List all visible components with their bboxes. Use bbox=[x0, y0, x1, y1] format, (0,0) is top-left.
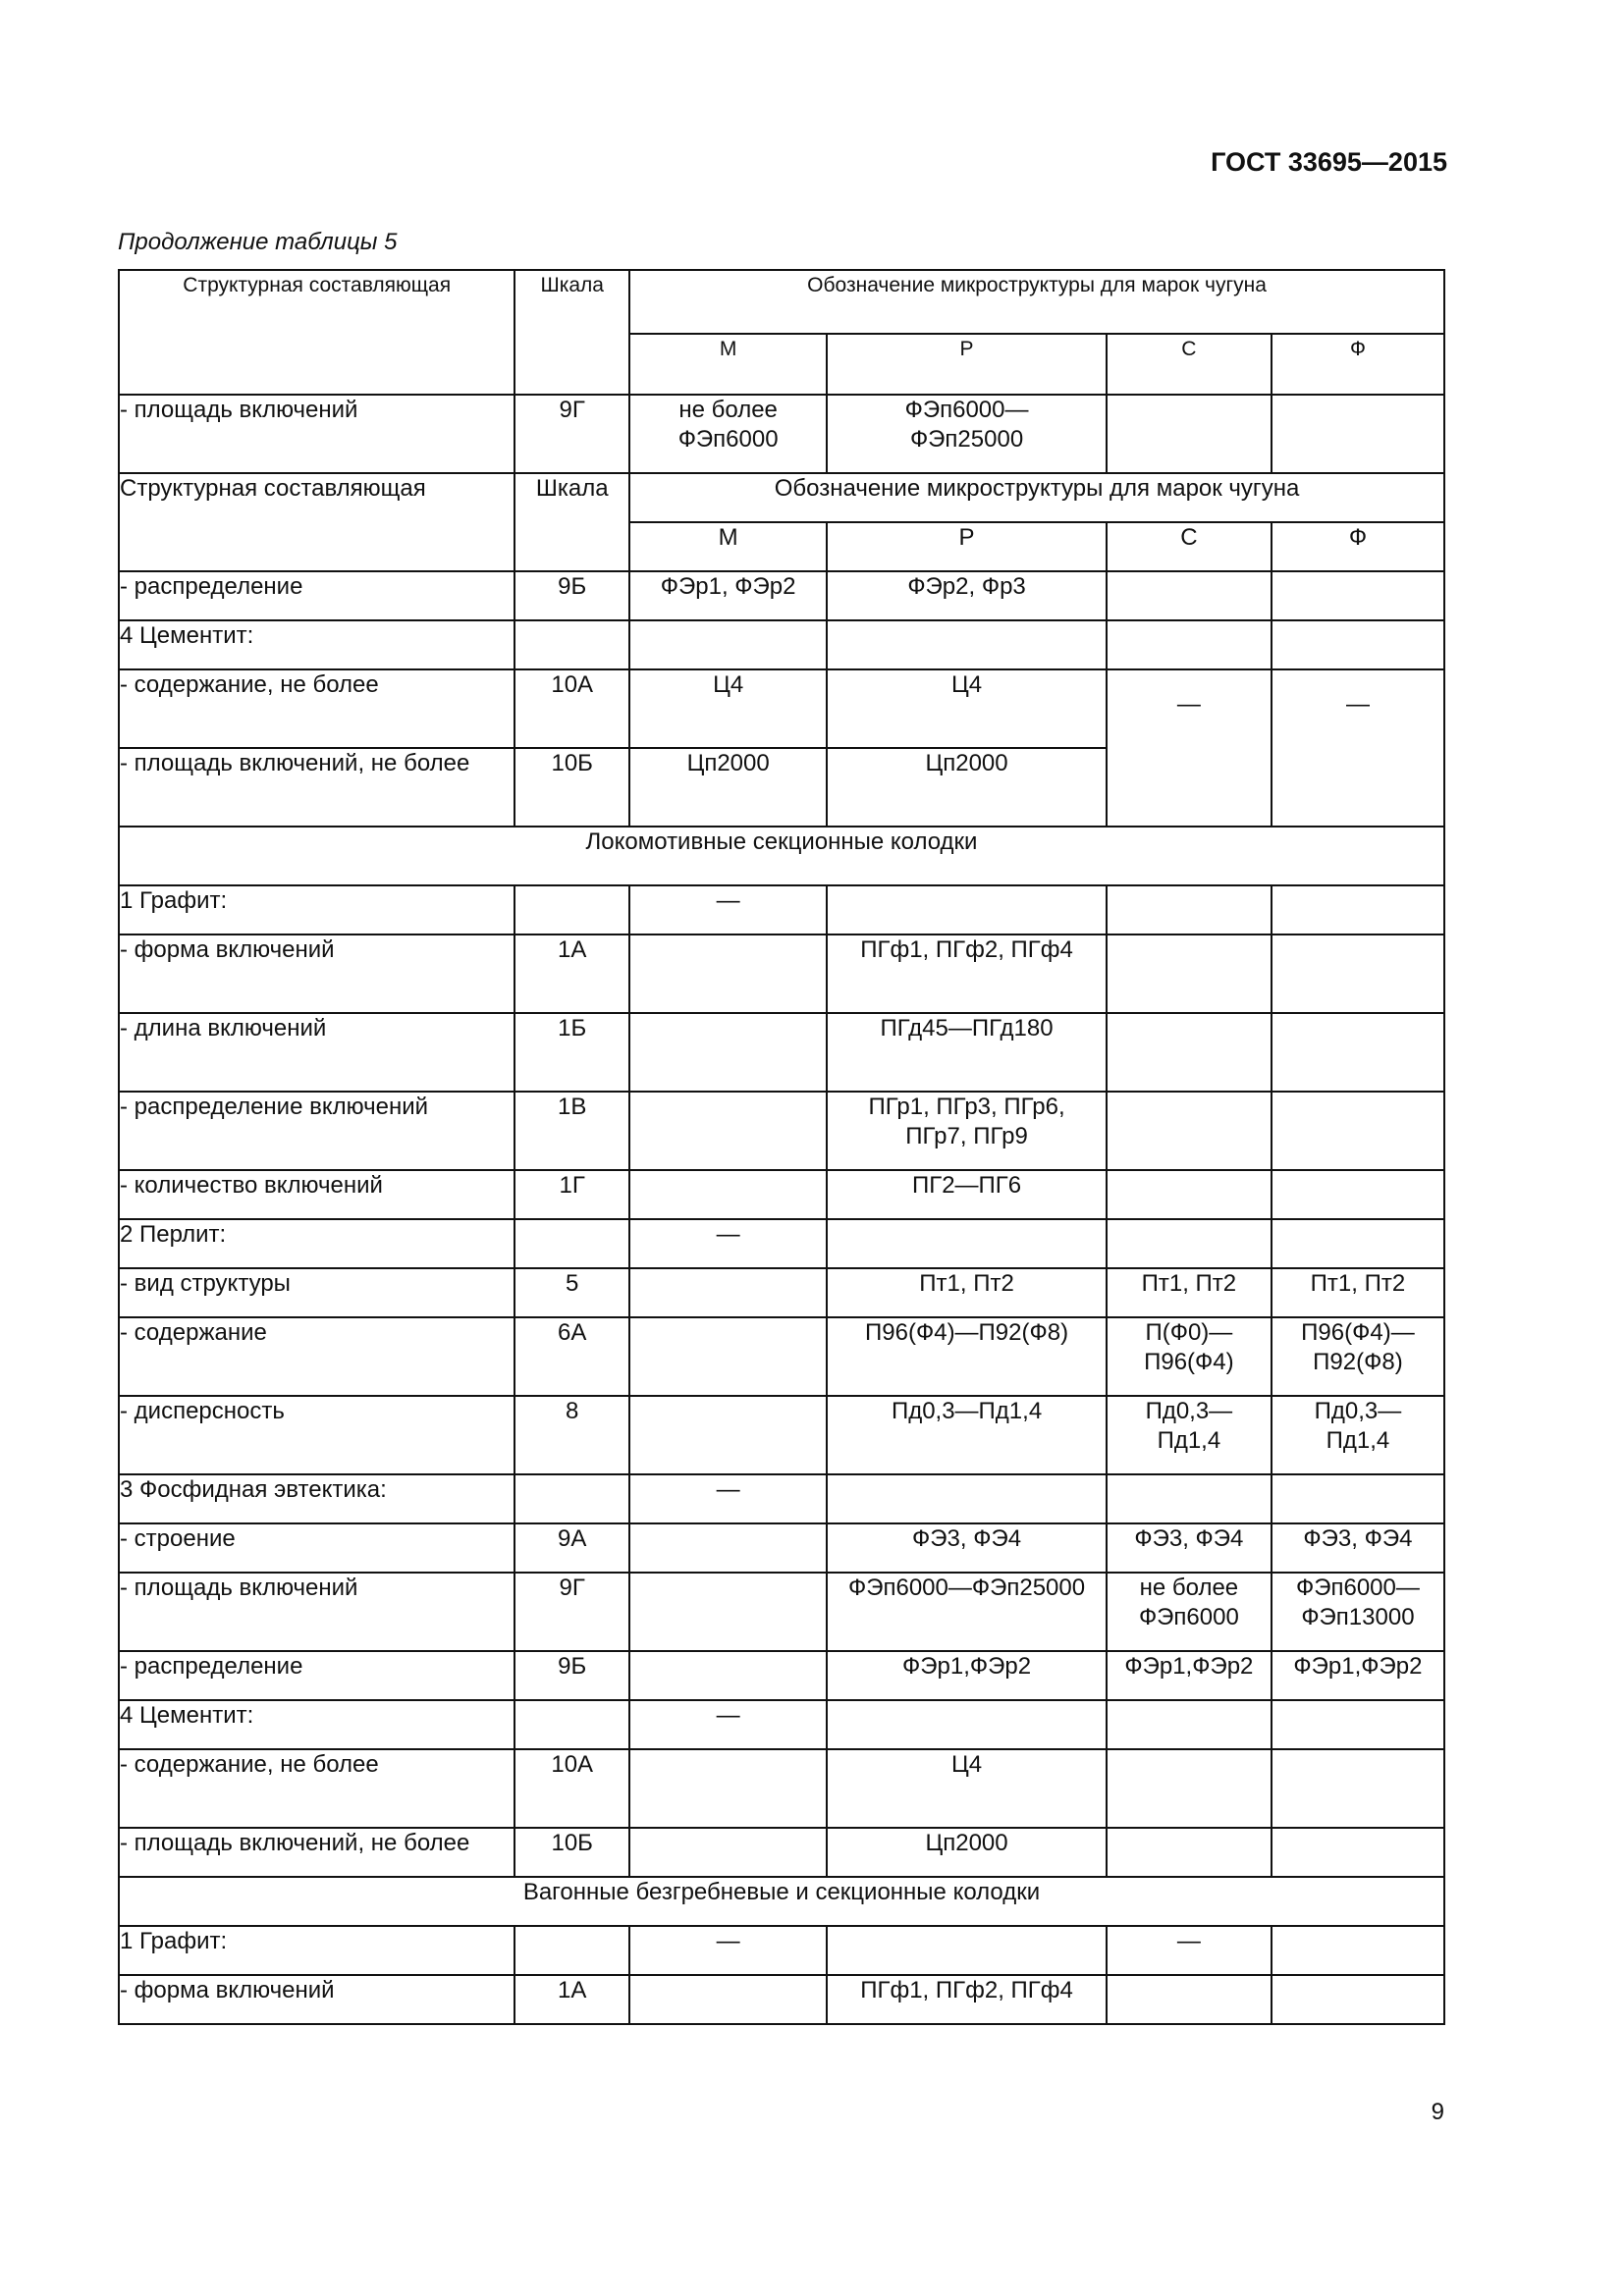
cell-f bbox=[1272, 1700, 1444, 1749]
cell-f bbox=[1272, 1975, 1444, 2024]
table-row bbox=[119, 1268, 1444, 1317]
table-row bbox=[119, 1828, 1444, 1877]
table-caption: Продолжение таблицы 5 bbox=[118, 229, 398, 255]
table-row bbox=[119, 1700, 1444, 1749]
row-label: 1 Графит: bbox=[119, 1926, 514, 1975]
header-grade-s: С bbox=[1107, 334, 1272, 395]
cell-r: Ц4 bbox=[827, 669, 1107, 748]
row-scale: 1Б bbox=[514, 1013, 629, 1092]
table-row bbox=[119, 620, 1444, 669]
cell-m: — bbox=[629, 885, 827, 934]
row-label: - вид структуры bbox=[119, 1268, 514, 1317]
row-label: - форма включений bbox=[119, 1975, 514, 2024]
row-scale: 9Б bbox=[514, 571, 629, 620]
row-scale bbox=[514, 885, 629, 934]
cell-r: ФЭп6000— ФЭп25000 bbox=[827, 395, 1107, 473]
row-label: 4 Цементит: bbox=[119, 620, 514, 669]
cell-r: ПГр1, ПГр3, ПГр6, ПГр7, ПГр9 bbox=[827, 1092, 1107, 1170]
cell-r bbox=[827, 1926, 1107, 1975]
cell-m: Цп2000 bbox=[629, 748, 827, 827]
table-row bbox=[119, 1523, 1444, 1573]
table-row bbox=[119, 1219, 1444, 1268]
row-label: - длина включений bbox=[119, 1013, 514, 1092]
cell-r: ПГф1, ПГф2, ПГф4 bbox=[827, 934, 1107, 1013]
row-label: - дисперсность bbox=[119, 1396, 514, 1474]
table-row bbox=[119, 571, 1444, 620]
section-row-wagon bbox=[119, 1877, 1444, 1926]
cell-m bbox=[629, 1573, 827, 1651]
cell-f: Пд0,3— Пд1,4 bbox=[1272, 1396, 1444, 1474]
table-row bbox=[119, 1092, 1444, 1170]
row-label: 4 Цементит: bbox=[119, 1700, 514, 1749]
cell-m bbox=[629, 1092, 827, 1170]
subheader-grade-f: Ф bbox=[1272, 522, 1444, 571]
cell-s bbox=[1107, 395, 1272, 473]
row-label: - содержание bbox=[119, 1317, 514, 1396]
cell-r: ФЭп6000—ФЭп25000 bbox=[827, 1573, 1107, 1651]
cell-s bbox=[1107, 1828, 1272, 1877]
row-label: - распределение включений bbox=[119, 1092, 514, 1170]
row-scale: 9Б bbox=[514, 1651, 629, 1700]
table-row bbox=[119, 1975, 1444, 2024]
row-label: 2 Перлит: bbox=[119, 1219, 514, 1268]
cell-s: П(Ф0)— П96(Ф4) bbox=[1107, 1317, 1272, 1396]
header-grade-m: М bbox=[629, 334, 827, 395]
cell-r: ФЭр2, Фр3 bbox=[827, 571, 1107, 620]
row-scale bbox=[514, 1700, 629, 1749]
cell-s: — bbox=[1107, 1926, 1272, 1975]
cell-m bbox=[629, 1975, 827, 2024]
cell-r bbox=[827, 620, 1107, 669]
cell-s bbox=[1107, 1700, 1272, 1749]
row-scale: 9А bbox=[514, 1523, 629, 1573]
cell-m bbox=[629, 1317, 827, 1396]
row-scale: 10Б bbox=[514, 748, 629, 827]
cell-f: ФЭ3, ФЭ4 bbox=[1272, 1523, 1444, 1573]
row-label: - строение bbox=[119, 1523, 514, 1573]
cell-m: — bbox=[629, 1474, 827, 1523]
header-grade-r: Р bbox=[827, 334, 1107, 395]
cell-m bbox=[629, 1749, 827, 1828]
document-id: ГОСТ 33695—2015 bbox=[1211, 147, 1447, 177]
cell-s: Пт1, Пт2 bbox=[1107, 1268, 1272, 1317]
cell-r bbox=[827, 1219, 1107, 1268]
cell-s: — bbox=[1107, 669, 1272, 827]
row-label: - содержание, не более bbox=[119, 1749, 514, 1828]
cell-r: Пд0,3—Пд1,4 bbox=[827, 1396, 1107, 1474]
table-row bbox=[119, 1396, 1444, 1474]
row-label: - содержание, не более bbox=[119, 669, 514, 748]
table-row bbox=[119, 1317, 1444, 1396]
row-label: - распределение bbox=[119, 571, 514, 620]
cell-m bbox=[629, 1170, 827, 1219]
row-scale: 1А bbox=[514, 1975, 629, 2024]
row-scale: 10А bbox=[514, 669, 629, 748]
row-label: 3 Фосфидная эвтектика: bbox=[119, 1474, 514, 1523]
cell-r: Цп2000 bbox=[827, 1828, 1107, 1877]
cell-s: Пд0,3— Пд1,4 bbox=[1107, 1396, 1272, 1474]
cell-m: — bbox=[629, 1219, 827, 1268]
table-row bbox=[119, 1013, 1444, 1092]
table-row bbox=[119, 1651, 1444, 1700]
cell-m bbox=[629, 1651, 827, 1700]
cell-s bbox=[1107, 571, 1272, 620]
row-scale bbox=[514, 1219, 629, 1268]
cell-m: Ц4 bbox=[629, 669, 827, 748]
cell-f: Пт1, Пт2 bbox=[1272, 1268, 1444, 1317]
section-title: Вагонные безгребневые и секционные колодки bbox=[119, 1877, 1444, 1926]
section-row-loco bbox=[119, 827, 1444, 885]
row-scale: 9Г bbox=[514, 395, 629, 473]
table-row bbox=[119, 1573, 1444, 1651]
cell-m bbox=[629, 1396, 827, 1474]
cell-s bbox=[1107, 1170, 1272, 1219]
cell-f bbox=[1272, 1219, 1444, 1268]
cell-f bbox=[1272, 1926, 1444, 1975]
row-label: 1 Графит: bbox=[119, 885, 514, 934]
cell-f bbox=[1272, 571, 1444, 620]
cell-s bbox=[1107, 1013, 1272, 1092]
cell-r: Цп2000 bbox=[827, 748, 1107, 827]
row-scale: 10А bbox=[514, 1749, 629, 1828]
microstructure-table bbox=[118, 269, 1445, 2025]
cell-f: ФЭр1,ФЭр2 bbox=[1272, 1651, 1444, 1700]
subheader-scale: Шкала bbox=[514, 473, 629, 571]
row-scale: 6А bbox=[514, 1317, 629, 1396]
subheader-component: Структурная составляющая bbox=[119, 473, 514, 571]
row-label: - форма включений bbox=[119, 934, 514, 1013]
cell-m bbox=[629, 1523, 827, 1573]
row-label: - площадь включений bbox=[119, 395, 514, 473]
cell-s bbox=[1107, 620, 1272, 669]
cell-s: ФЭр1,ФЭр2 bbox=[1107, 1651, 1272, 1700]
cell-m bbox=[629, 934, 827, 1013]
row-scale: 1В bbox=[514, 1092, 629, 1170]
cell-m bbox=[629, 620, 827, 669]
table-row bbox=[119, 1474, 1444, 1523]
row-label: - количество включений bbox=[119, 1170, 514, 1219]
cell-r: ПГд45—ПГд180 bbox=[827, 1013, 1107, 1092]
cell-r: ФЭр1,ФЭр2 bbox=[827, 1651, 1107, 1700]
cell-f bbox=[1272, 1170, 1444, 1219]
row-scale bbox=[514, 620, 629, 669]
cell-r bbox=[827, 1700, 1107, 1749]
cell-s bbox=[1107, 934, 1272, 1013]
cell-s bbox=[1107, 1975, 1272, 2024]
cell-m: — bbox=[629, 1700, 827, 1749]
cell-m: — bbox=[629, 1926, 827, 1975]
header-scale: Шкала bbox=[514, 270, 629, 395]
row-label: - площадь включений bbox=[119, 1573, 514, 1651]
cell-s bbox=[1107, 1474, 1272, 1523]
page-number: 9 bbox=[1431, 2099, 1444, 2125]
cell-f bbox=[1272, 1749, 1444, 1828]
cell-m: не более ФЭп6000 bbox=[629, 395, 827, 473]
table-row bbox=[119, 1749, 1444, 1828]
table-header-row bbox=[119, 270, 1444, 334]
row-label: - распределение bbox=[119, 1651, 514, 1700]
cell-r: ПГ2—ПГ6 bbox=[827, 1170, 1107, 1219]
cell-r: П96(Ф4)—П92(Ф8) bbox=[827, 1317, 1107, 1396]
subheader-grade-m: М bbox=[629, 522, 827, 571]
cell-r: ФЭ3, ФЭ4 bbox=[827, 1523, 1107, 1573]
cell-m: ФЭр1, ФЭр2 bbox=[629, 571, 827, 620]
header-component: Структурная составляющая bbox=[119, 270, 514, 395]
row-scale: 10Б bbox=[514, 1828, 629, 1877]
row-scale bbox=[514, 1474, 629, 1523]
cell-s bbox=[1107, 885, 1272, 934]
cell-f bbox=[1272, 1474, 1444, 1523]
row-scale bbox=[514, 1926, 629, 1975]
cell-m bbox=[629, 1268, 827, 1317]
cell-r: ПГф1, ПГф2, ПГф4 bbox=[827, 1975, 1107, 2024]
cell-f: П96(Ф4)— П92(Ф8) bbox=[1272, 1317, 1444, 1396]
cell-r: Пт1, Пт2 bbox=[827, 1268, 1107, 1317]
cell-r bbox=[827, 885, 1107, 934]
row-scale: 1А bbox=[514, 934, 629, 1013]
cell-f bbox=[1272, 934, 1444, 1013]
table-row bbox=[119, 1170, 1444, 1219]
section-title: Локомотивные секционные колодки bbox=[119, 827, 1444, 885]
cell-r bbox=[827, 1474, 1107, 1523]
subheader-grade-s: С bbox=[1107, 522, 1272, 571]
cell-f: — bbox=[1272, 669, 1444, 827]
table-row bbox=[119, 934, 1444, 1013]
header-group: Обозначение микроструктуры для марок чугуна bbox=[629, 270, 1444, 334]
cell-s: не более ФЭп6000 bbox=[1107, 1573, 1272, 1651]
table-row bbox=[119, 669, 1444, 748]
cell-m bbox=[629, 1828, 827, 1877]
cell-s bbox=[1107, 1092, 1272, 1170]
subheader-grade-r: Р bbox=[827, 522, 1107, 571]
cell-s bbox=[1107, 1749, 1272, 1828]
cell-m bbox=[629, 1013, 827, 1092]
row-label: - площадь включений, не более bbox=[119, 1828, 514, 1877]
row-label: - площадь включений, не более bbox=[119, 748, 514, 827]
cell-r: Ц4 bbox=[827, 1749, 1107, 1828]
cell-f bbox=[1272, 1013, 1444, 1092]
table-subheader-row bbox=[119, 473, 1444, 522]
cell-s bbox=[1107, 1219, 1272, 1268]
row-scale: 1Г bbox=[514, 1170, 629, 1219]
cell-f bbox=[1272, 395, 1444, 473]
cell-s: ФЭ3, ФЭ4 bbox=[1107, 1523, 1272, 1573]
cell-f bbox=[1272, 1092, 1444, 1170]
cell-f bbox=[1272, 885, 1444, 934]
cell-f bbox=[1272, 620, 1444, 669]
row-scale: 8 bbox=[514, 1396, 629, 1474]
row-scale: 5 bbox=[514, 1268, 629, 1317]
row-scale: 9Г bbox=[514, 1573, 629, 1651]
table-row bbox=[119, 885, 1444, 934]
cell-f bbox=[1272, 1828, 1444, 1877]
table-row bbox=[119, 1926, 1444, 1975]
table-row bbox=[119, 395, 1444, 473]
cell-f: ФЭп6000— ФЭп13000 bbox=[1272, 1573, 1444, 1651]
subheader-group: Обозначение микроструктуры для марок чугуна bbox=[629, 473, 1444, 522]
header-grade-f: Ф bbox=[1272, 334, 1444, 395]
